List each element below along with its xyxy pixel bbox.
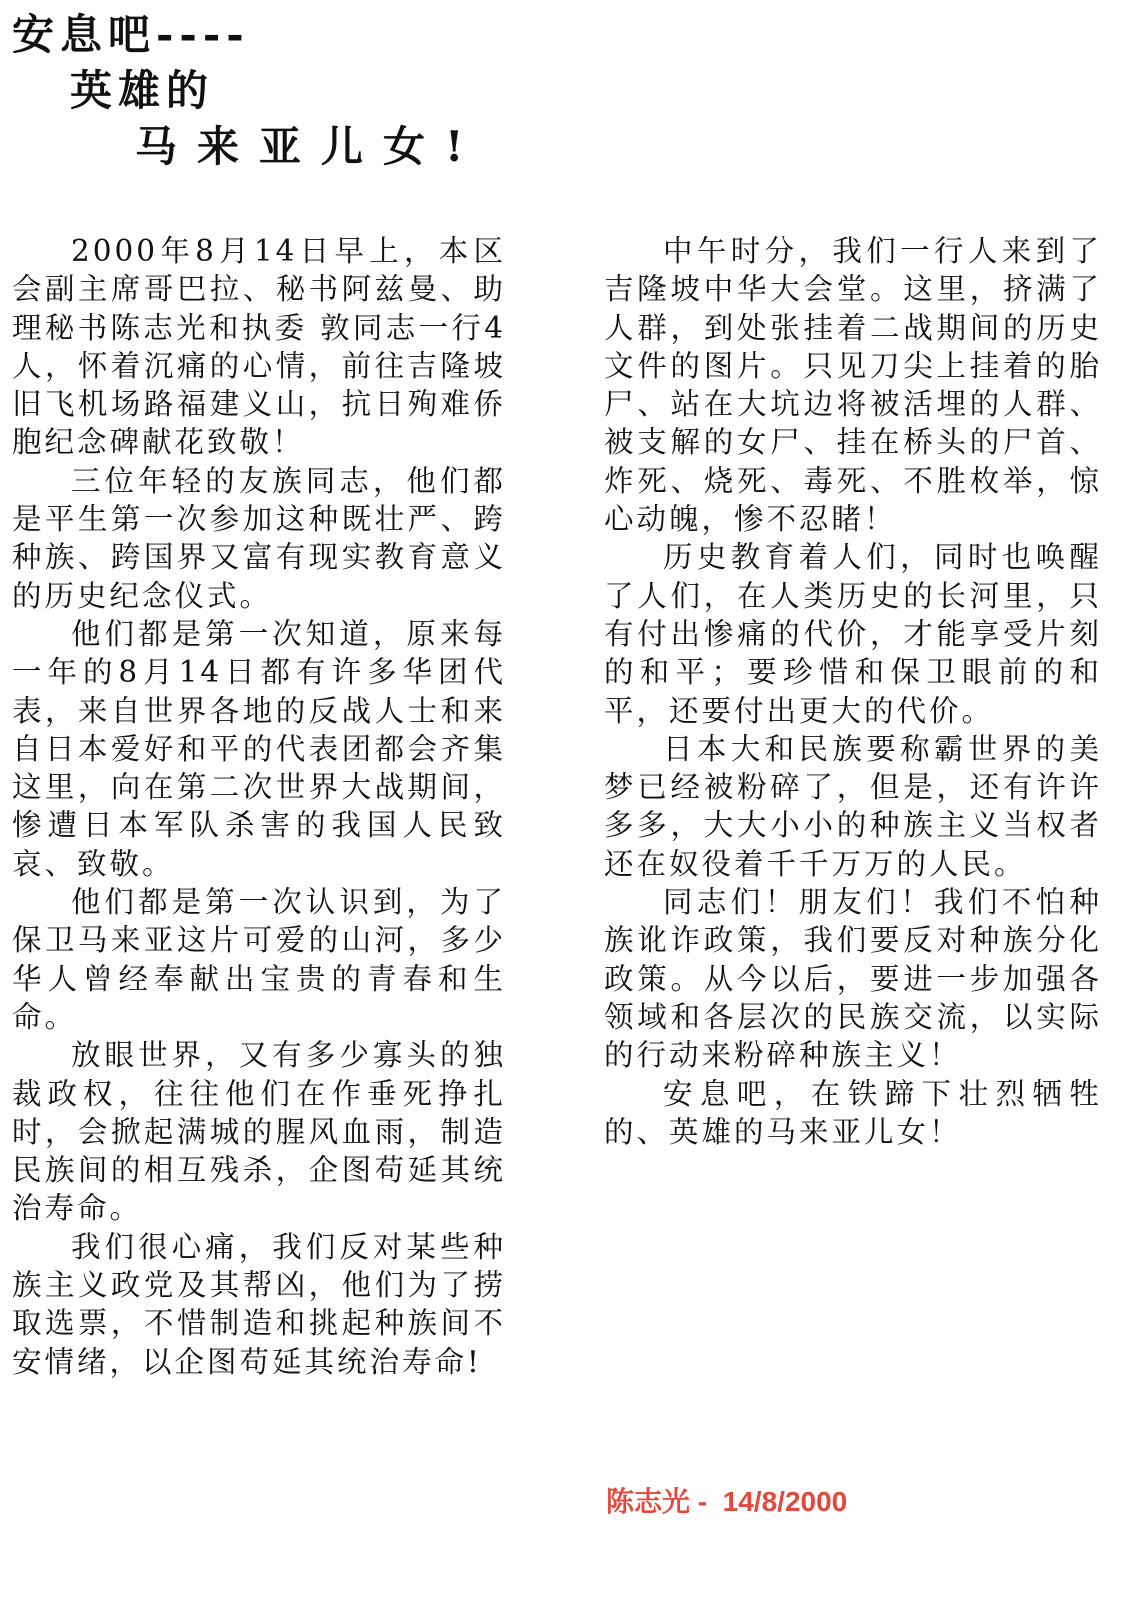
- article-left-column: [12, 232, 506, 1381]
- title-line-3: 马来亚儿女!: [135, 122, 484, 171]
- paragraph: 三位年轻的友族同志，他们都是平生第一次参加这种既壮严、跨种族、跨国界又富有现实教育意义的历史纪念仪式。: [12, 463, 506, 613]
- paragraph: 我们很心痛，我们反对某些种族主义政党及其帮凶，他们为了捞取选票，不惜制造和挑起种族间不安情绪，以企图苟延其统治寿命!: [12, 1229, 506, 1379]
- paragraph: 日本大和民族要称霸世界的美梦已经被粉碎了，但是，还有许许多多，大大小小的种族主义当权者还在奴役着千千万万的人民。: [604, 731, 1102, 881]
- title-line-1: 安息吧----: [12, 10, 250, 59]
- paragraph: 历史教育着人们，同时也唤醒了人们，在人类历史的长河里，只有付出惨痛的代价，才能享受片刻的和平；要珍惜和保卫眼前的和平，还要付出更大的代价。: [604, 540, 1102, 728]
- paragraph: 同志们！朋友们！我们不怕种族讹诈政策，我们要反对种族分化政策。从今以后，要进一步加强各领域和各层次的民族交流，以实际的行动来粉碎种族主义！: [604, 885, 1102, 1073]
- paragraph: 放眼世界，又有多少寡头的独裁政权，往往他们在作垂死挣扎时，会掀起满城的腥风血雨，制造民族间的相互残杀，企图苟延其统治寿命。: [12, 1038, 506, 1226]
- title-line-2: 英雄的: [70, 66, 215, 115]
- paragraph: 2000年8月14日早上，本区会副主席哥巴拉、秘书阿兹曼、助理秘书陈志光和执委 敦同志一行4人，怀着沉痛的心情，前往吉隆坡旧飞机场路福建义山，抗日殉难侨胞纪念碑献花致敬！: [12, 234, 506, 460]
- article-right-column: [604, 232, 1102, 1151]
- author-signature-date: 陈志光 - 14/8/2000: [606, 1486, 848, 1517]
- paragraph: 他们都是第一次知道，原来每一年的8月14日都有许多华团代表，来自世界各地的反战人士和来自日本爱好和平的代表团都会齐集这里，向在第二次世界大战期间，惨遭日本军队杀害的我国人民致哀、致敬。: [12, 616, 506, 881]
- paragraph: 中午时分，我们一行人来到了吉隆坡中华大会堂。这里，挤满了人群，到处张挂着二战期间的历史文件的图片。只见刀尖上挂着的胎尸、站在大坑边将被活埋的人群、被支解的女尸、挂在桥头的尸首、炸死、烧死、毒死、不胜枚举，惊心动魄，惨不忍睹！: [604, 234, 1102, 537]
- paragraph: 安息吧，在铁蹄下壮烈牺牲的、英雄的马来亚儿女！: [604, 1076, 1102, 1149]
- paragraph: 他们都是第一次认识到，为了保卫马来亚这片可爱的山河，多少华人曾经奉献出宝贵的青春和生命。: [12, 885, 506, 1034]
